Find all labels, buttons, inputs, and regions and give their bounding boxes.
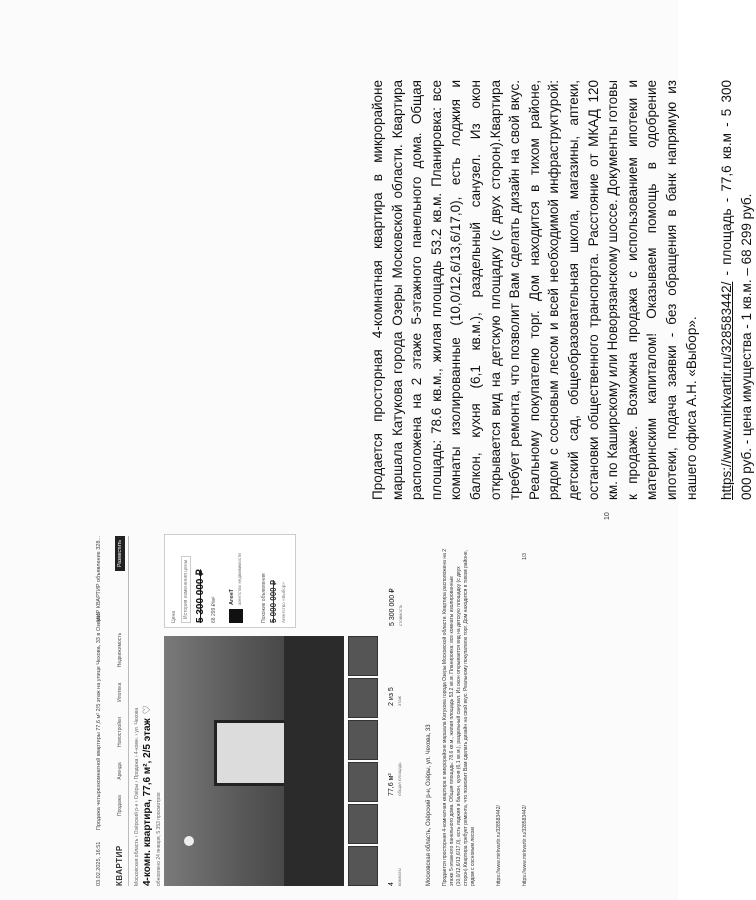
agent-subtitle: агентство недвижимости <box>237 553 242 605</box>
heart-icon[interactable]: ♡ <box>142 705 153 715</box>
price-per-meter: 68 299 ₽/м² <box>211 596 217 623</box>
price-paragraph <box>717 80 756 500</box>
listing-link[interactable]: https://www.mirkvartir.ru/328583442/ <box>719 281 735 500</box>
listing-title <box>142 705 153 886</box>
print-title: Продажа четырехкомнатной квартиры 77,6 м² 2/5 этаж на улице Чехова, 33 в Озерах <box>96 612 102 831</box>
photo-thumbnail[interactable] <box>348 762 378 802</box>
place-ad-button[interactable]: Разместить <box>115 536 125 571</box>
listing-description: Продается просторная 4-комнатная квартира в микрорайоне маршала Катукова города Озеры Московской области. Квартира расположена на 2 этаже 5-этажного панельного дома. Общая площадь: 78.6 кв.м., жилая площадь 53.2 кв.м. Планировка: все комнаты изолированные (10,0/12,6/13,6/17,0), есть лоджия и балкон, кухня (6,1 кв.м.), раздельный санузел. Из окон открывается вид на детскую площадку (с двух сторон).Квартира требует ремонта, что позволит Вам сделать дизайн на свой вкус. Реальному покупателю торг. Дом находится в тихом районе, рядом с сосновым лесом <box>442 548 476 886</box>
similar-label: Похожие объявления <box>261 573 267 623</box>
nav-item[interactable]: Ипотека <box>117 682 123 702</box>
price-history-link[interactable]: История изменения цены <box>181 556 191 623</box>
price-label: Цена <box>171 610 177 623</box>
key-facts <box>388 536 412 886</box>
site-logo[interactable]: КВАРТИР <box>115 845 124 886</box>
print-header <box>96 536 102 886</box>
fact-item <box>388 762 402 796</box>
main-text-block <box>368 80 756 500</box>
fact-key: стоимость <box>398 604 403 626</box>
site-nav <box>117 619 123 816</box>
photo-thumbnail[interactable] <box>348 678 378 718</box>
site-topbar <box>114 536 129 886</box>
listing-printout <box>96 530 616 890</box>
photo-window <box>214 720 290 786</box>
listing-subtitle: обновлено 24 января, 5 353 просмотров <box>156 792 162 886</box>
nav-item[interactable]: Продажа <box>117 795 123 816</box>
listing-title-text: 4-комн. квартира, 77,6 м², 2/5 этаж <box>142 718 153 886</box>
fact-value: 5 300 000 ₽ <box>389 588 396 626</box>
fact-value: 2 из 5 <box>388 687 395 706</box>
description-paragraph: Продается просторная 4-комнатная квартира в микрорайоне маршала Катукова города Озеры Московской области. Квартира расположена на 2 этаже 5-этажного панельного дома. Общая площадь: 78.6 кв.м., жилая площадь 53.2 кв.м. Планировка: все комнаты изолированные (10,0/12,6/13,6/17,0), есть лоджия и балкон, кухня (6,1 кв.м.), раздельный санузел. Из окон открывается вид на детскую площадку (с двух сторон).Квартира требует ремонта, что позволит Вам сделать дизайн на свой вкус. Реальному покупателю торг. Дом находится в тихом районе, рядом с сосновым лесом и всей необходимой инфраструктурой: детский сад, общеобразовательная школа, магазины, аптеки, остановки общественного транспорта. Расстояние от МКАД 120 км. по Каширскому или Новорязанскому шоссе. Документы готовы к продаже. Возможна продажа с использованием ипотеки и материнским капиталом! Оказываем помощь в одобрение ипотеки, подача заявки - без обращения в банк напрямую из нашего офиса А.Н. «Выбор». <box>370 80 699 500</box>
price-box <box>164 534 296 628</box>
agent-name[interactable]: АгенТ <box>229 588 235 605</box>
similar-price[interactable]: 5 000 000 ₽ <box>269 580 278 623</box>
fact-item <box>388 588 403 626</box>
print-page-number: 1/3 <box>522 553 528 560</box>
nav-item[interactable]: Аренда <box>117 762 123 780</box>
fact-value: 77,6 м² <box>388 773 395 796</box>
photo-lamp <box>184 836 194 846</box>
print-footer-url: https://www.mirkvartir.ru/328583442/ <box>522 805 528 886</box>
nav-item[interactable]: Новостройки <box>117 717 123 747</box>
price-summary: - площадь - 77,6 кв.м - 5 300 000 руб. - цена имущества - 1 кв.м. – 68 299 руб. <box>719 80 754 500</box>
print-site: МИР КВАРТИР объявление 328... <box>96 536 102 622</box>
photo-thumbnail[interactable] <box>348 804 378 844</box>
similar-agent: Агентство «Выбор» <box>281 582 286 623</box>
photo-thumbnails <box>348 636 378 886</box>
fact-key: комнаты <box>397 868 402 886</box>
listing-description-link[interactable]: https://www.mirkvartir.ru/328583442/ <box>496 805 502 886</box>
side-page-number: 10 <box>604 512 611 520</box>
fact-key: общая площадь <box>397 762 402 796</box>
photo-thumbnail[interactable] <box>348 636 378 676</box>
print-date: 03.02.2025, 16:51 <box>96 841 102 886</box>
nav-item[interactable]: Недвижимость <box>117 632 123 668</box>
photo-furniture <box>284 636 344 886</box>
fact-item <box>388 868 402 886</box>
photo-thumbnail[interactable] <box>348 846 378 886</box>
fact-item <box>388 687 402 706</box>
listing-address: Московская область, Озёрский р-н, Озёры, ул. Чехова, 33 <box>426 724 432 886</box>
price-value: 5 300 000 ₽ <box>195 569 206 623</box>
breadcrumb[interactable]: Московская область › Озёрский р-н › Озёры › Продажа › 4-комн. › ул. Чехова <box>134 707 140 886</box>
agent-logo-icon <box>229 609 243 623</box>
photo-thumbnail[interactable] <box>348 720 378 760</box>
fact-value: 4 <box>388 882 395 886</box>
main-photo[interactable] <box>164 636 344 886</box>
fact-key: этаж <box>397 696 402 706</box>
